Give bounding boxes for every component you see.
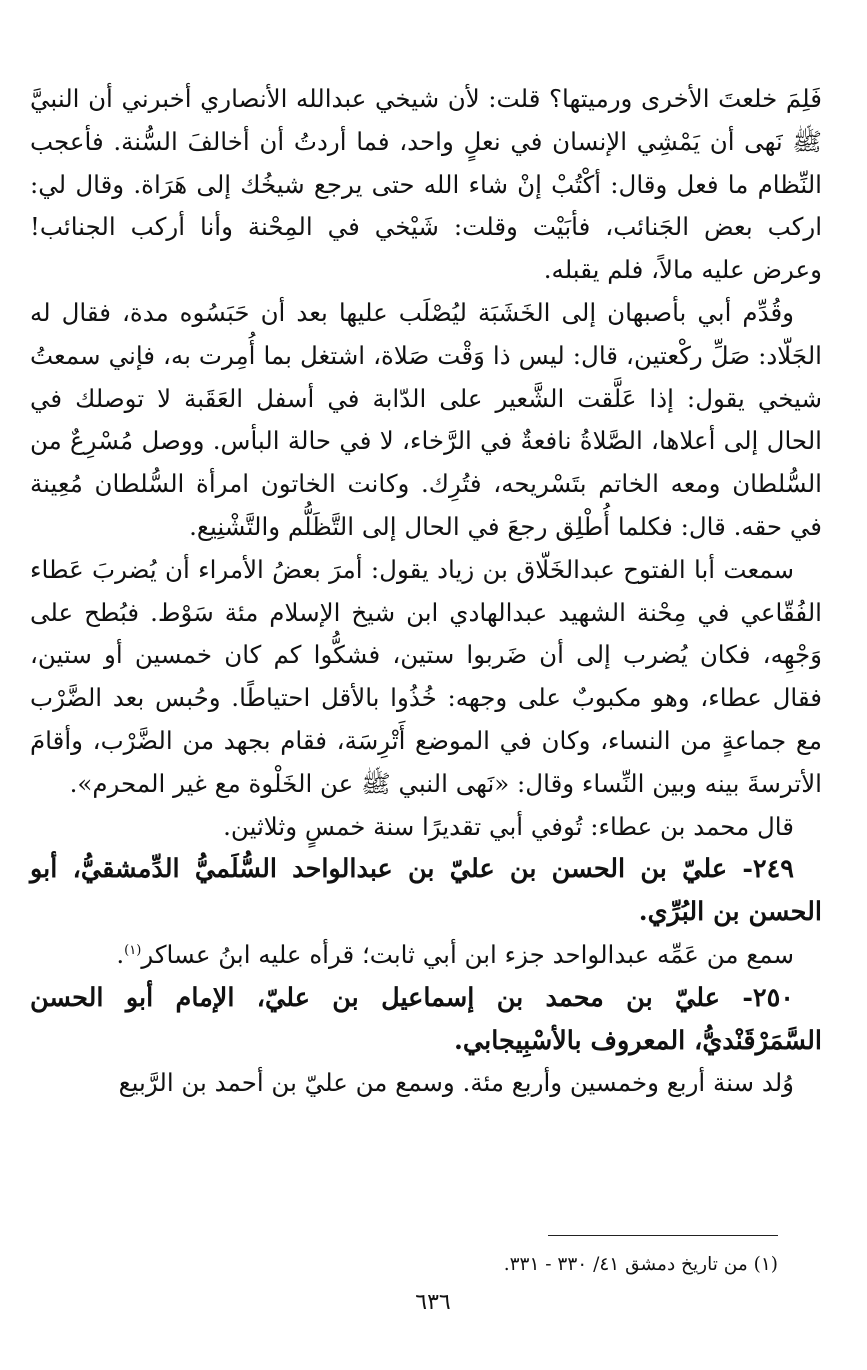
main-text: [30, 78, 822, 1105]
page-number: ٦٣٦: [415, 1290, 451, 1315]
paragraph-1: فَلِمَ خلعتَ الأخرى ورميتها؟ قلت: لأن شيخي عبدالله الأنصاري أخبرني أن النبيَّ ﷺ نَهى أن يَمْشِي الإنسان في نعلٍ واحد، فما أردتُ أن أخالفَ السُّنة. فأعجب النِّظام ما فعل وقال: أكْتُبْ إنْ شاء الله حتى يرجع شيخُك إلى هَرَاة. وقال لي: اركب بعض الجَنائب، فأبَيْت وقلت: شَيْخي في المِحْنة وأنا أركب الجنائب! وعرض عليه مالاً، فلم يقبله.: [30, 84, 822, 285]
paragraph-2: وقُدِّم أبي بأصبهان إلى الخَشَبَة ليُصْلَب عليها بعد أن حَبَسُوه مدة، فقال له الجَلّاد: صَلِّ ركْعتين، قال: ليس ذا وَقْت صَلاة، اشتغل بما أُمِرت به، فإني سمعتُ شيخي يقول: إذا عَلَّقت الشَّعير على الدّابة في أسفل العَقَبة لا توصلك في الحال إلى أعلاها، الصَّلاةُ نافعةٌ في الرَّخاء، لا في حالة البأس. ووصل مُسْرِعٌ من السُّلطان ومعه الخاتم بتَسْريحه، فتُرِك. وكانت الخاتون امرأة السُّلطان مُعِينة في حقه. قال: فكلما أُطْلِق رجعَ في الحال إلى التَّظَلُّم والتَّشْنِيع.: [30, 297, 822, 541]
paragraph-3: سمعت أبا الفتوح عبدالخَلّاق بن زياد يقول: أمرَ بعضُ الأمراء أن يُضربَ عَطاء الفُقّاعي في مِحْنة الشهيد عبدالهادي ابن شيخ الإسلام مئة سَوْط. فبُطح على وَجْهِه، فكان يُضرب إلى أن ضَربوا ستين، فشكُّوا كم كان خمسين أو ستين، فقال عطاء، وهو مكبوبٌ على وجهه: خُذُوا بالأقل احتياطًا. وحُبس بعد الضَّرْب مع جماعةٍ من النساء، وكان في الموضع أَتْرِسَة، فقام بجهد من الضَّرْب، وأقامَ الأترسةَ بينه وبين النِّساء وقال: «نَهى النبي ﷺ عن الخَلْوة مع غير المحرم».: [30, 554, 822, 798]
paragraph-5: [30, 934, 822, 977]
paragraph-6: وُلد سنة أربع وخمسين وأربع مئة. وسمع من عليّ بن أحمد بن الرَّبيع: [118, 1068, 794, 1098]
paragraph-5-text: سمع من عَمِّه عبدالواحد جزء ابن أبي ثابت؛ قرأه عليه ابنُ عساكر: [141, 939, 794, 969]
paragraph-5-end: .: [116, 939, 125, 969]
footnote: (١) من تاريخ دمشق ٤١/ ٣٣٠ - ٣٣١.: [503, 1254, 778, 1275]
biography-entry-250: ٢٥٠- عليّ بن محمد بن إسماعيل بن عليّ، الإمام أبو الحسن السَّمَرْقَنْديُّ، المعروف بالأسْبِيجابي.: [30, 982, 822, 1056]
paragraph-4: قال محمد بن عطاء: تُوفي أبي تقديرًا سنة خمسٍ وثلاثين.: [223, 811, 794, 841]
footnote-marker[interactable]: (١): [124, 942, 142, 958]
biography-entry-249: ٢٤٩- عليّ بن الحسن بن عليّ بن عبدالواحد السُّلَميُّ الدِّمشقيُّ، أبو الحسن بن البُرِّي.: [30, 854, 822, 928]
footnote-divider: [548, 1235, 778, 1236]
